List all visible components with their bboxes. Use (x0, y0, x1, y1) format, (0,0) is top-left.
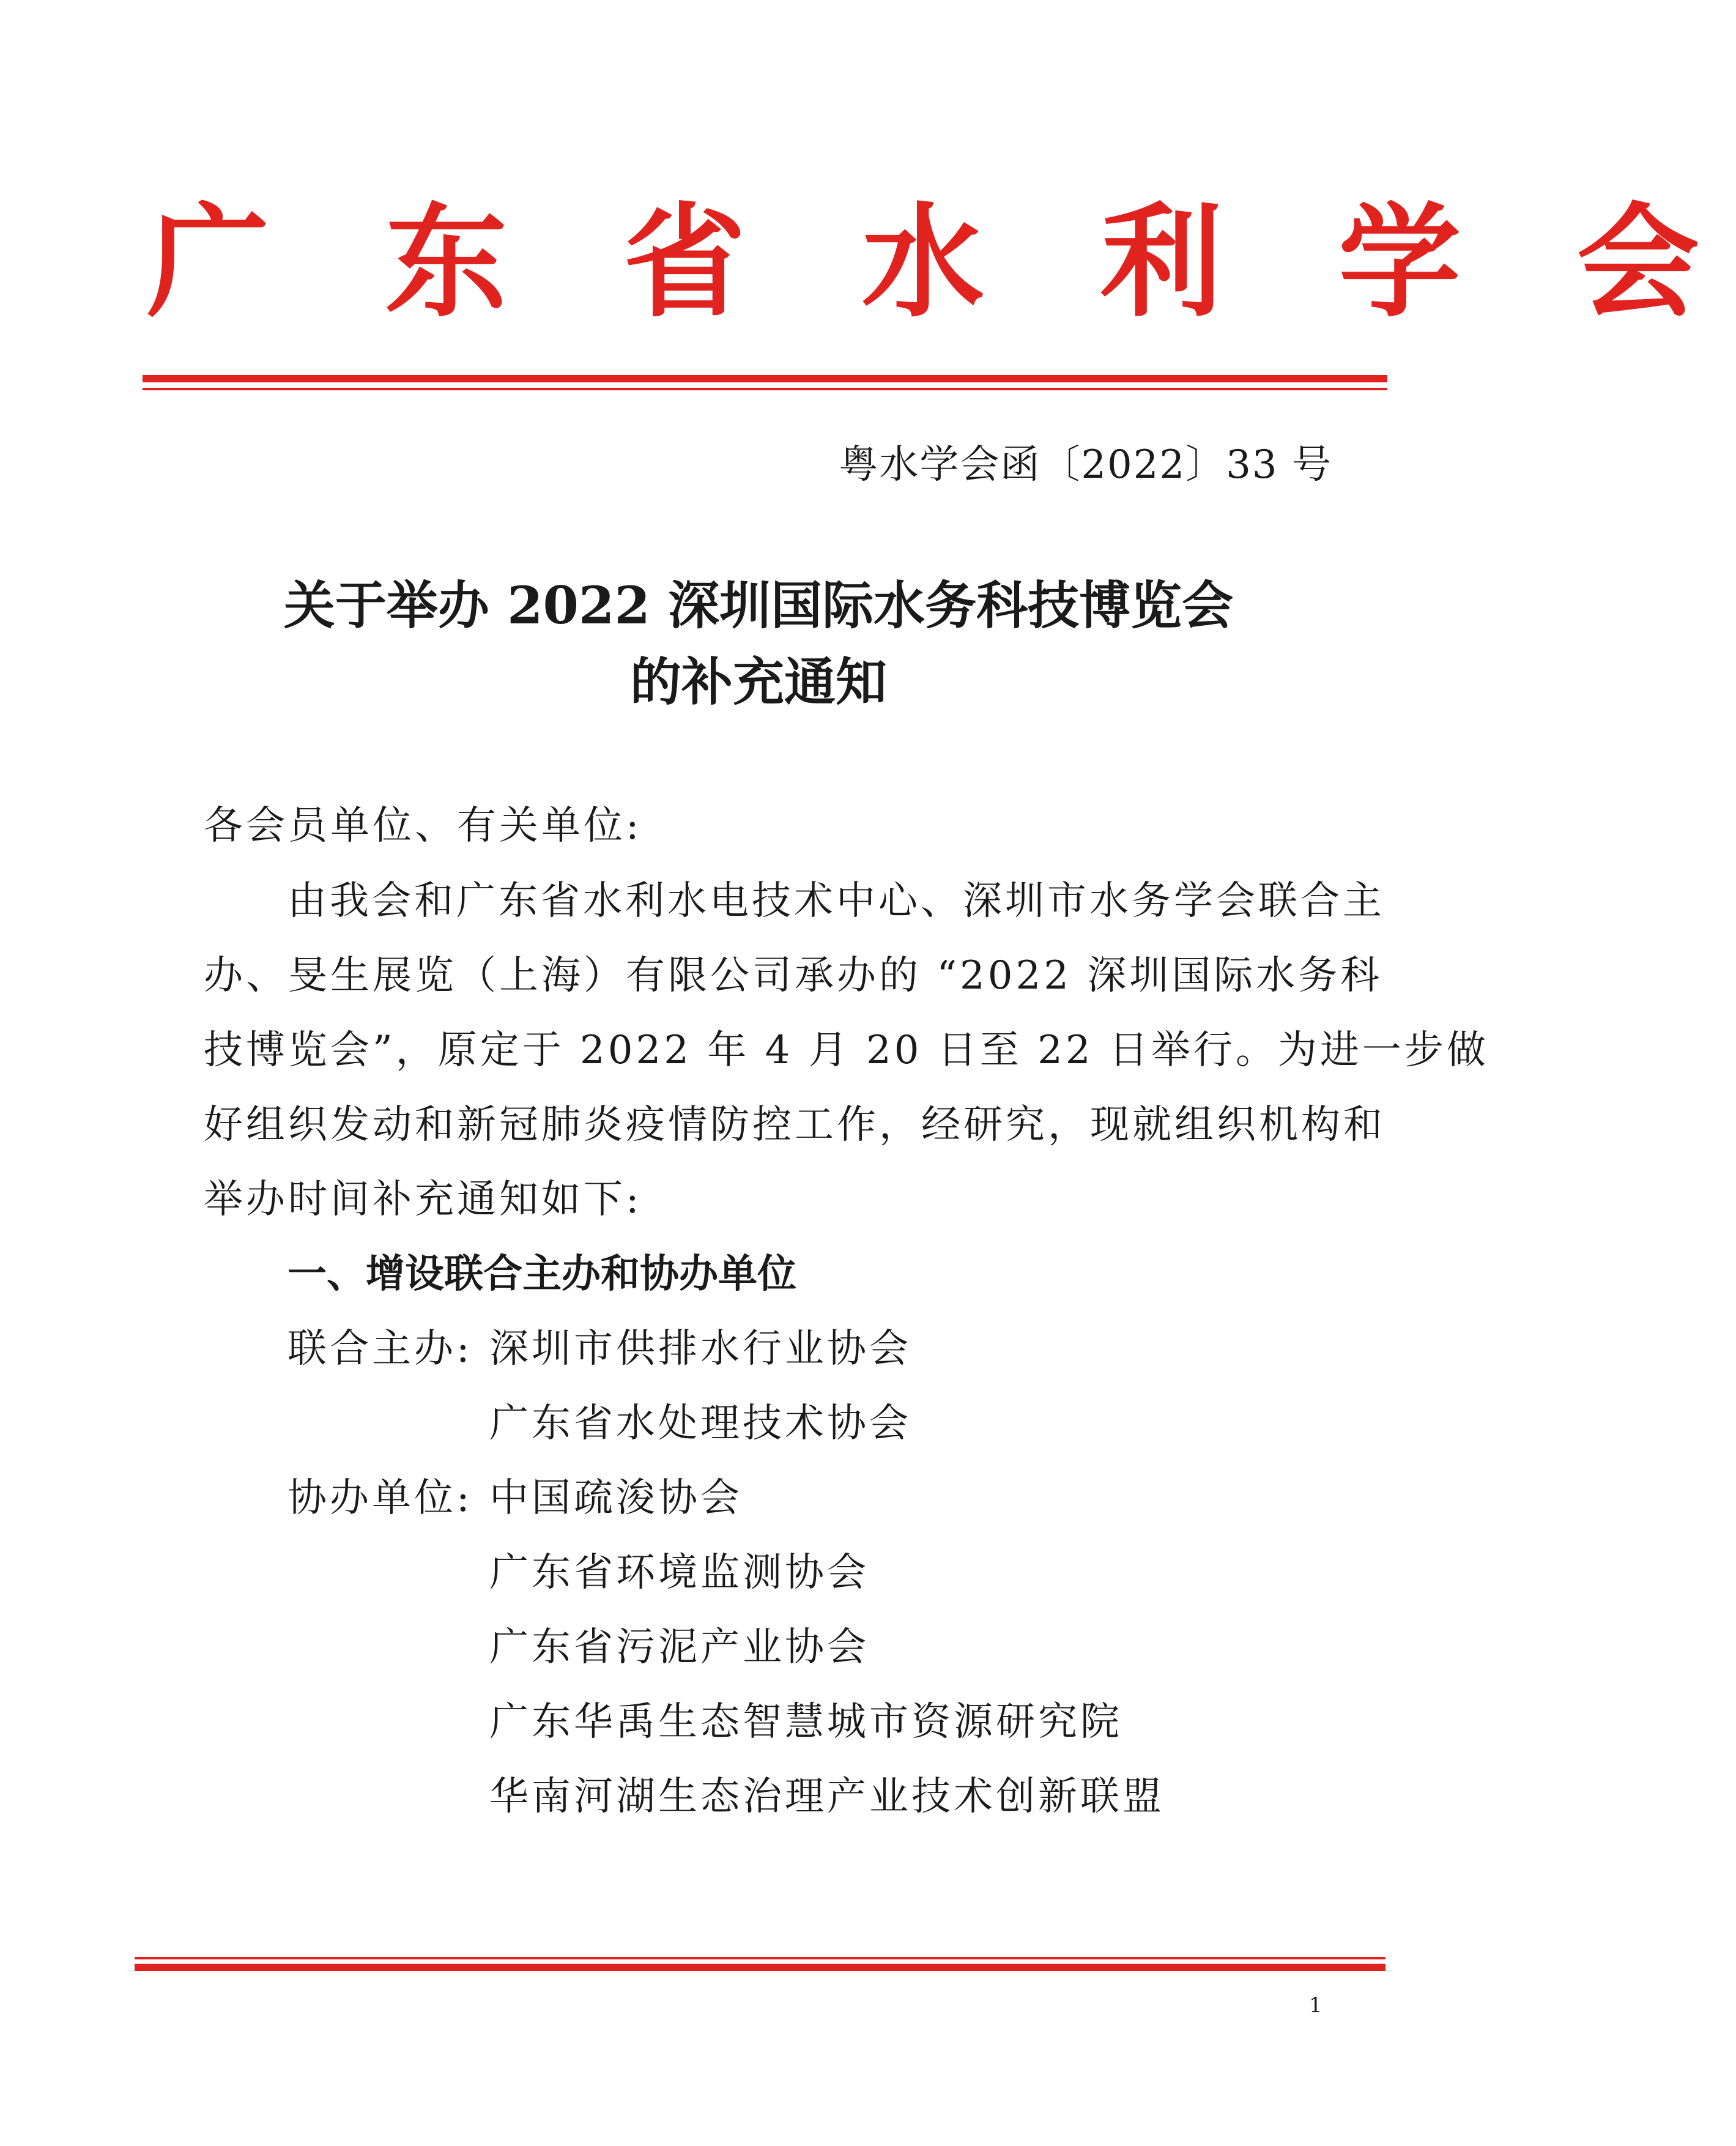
assisting-unit-item: 华南河湖生态治理产业技术创新联盟 (489, 1774, 1165, 1819)
assisting-unit-item: 广东省环境监测协会 (489, 1550, 869, 1595)
assisting-unit-item: 中国疏浚协会 (489, 1476, 743, 1521)
paragraph-line: 由我会和广东省水利水电技术中心、深圳市水务学会联合主 (287, 878, 1385, 924)
footer-rule-thin (135, 1957, 1385, 1959)
assisting-units-label: 协办单位: (287, 1476, 473, 1521)
document-title-line-1: 关于举办 2022 深圳国际水务科技博览会 (283, 575, 1234, 636)
salutation: 各会员单位、有关单位: (204, 803, 642, 848)
co-organizers-label: 联合主办: (287, 1326, 473, 1372)
footer-rule-thick (135, 1964, 1385, 1971)
section-heading: 一、增设联合主办和协办单位 (287, 1252, 796, 1297)
assisting-unit-item: 广东华禹生态智慧城市资源研究院 (489, 1699, 1122, 1745)
letterhead-rule-thin (143, 388, 1387, 390)
letterhead-rule-thick (143, 375, 1387, 382)
document-number: 粤水学会函〔2022〕33 号 (839, 442, 1332, 488)
page-number: 1 (1309, 1993, 1322, 2018)
paragraph-line: 好组织发动和新冠肺炎疫情防控工作，经研究，现就组织机构和 (204, 1102, 1385, 1148)
document-title-line-2: 的补充通知 (629, 652, 887, 712)
paragraph-line: 举办时间补充通知如下: (204, 1177, 642, 1222)
letterhead-title: 广 东 省 水 利 学 会 (147, 191, 1736, 334)
paragraph-line: 技博览会”，原定于 2022 年 4 月 20 日至 22 日举行。为进一步做 (204, 1028, 1489, 1073)
co-organizer-item: 广东省水处理技术协会 (489, 1401, 911, 1446)
assisting-unit-item: 广东省污泥产业协会 (489, 1625, 869, 1670)
co-organizer-item: 深圳市供排水行业协会 (489, 1326, 911, 1372)
paragraph-line: 办、旻生展览（上海）有限公司承办的 “2022 深圳国际水务科 (204, 953, 1383, 998)
